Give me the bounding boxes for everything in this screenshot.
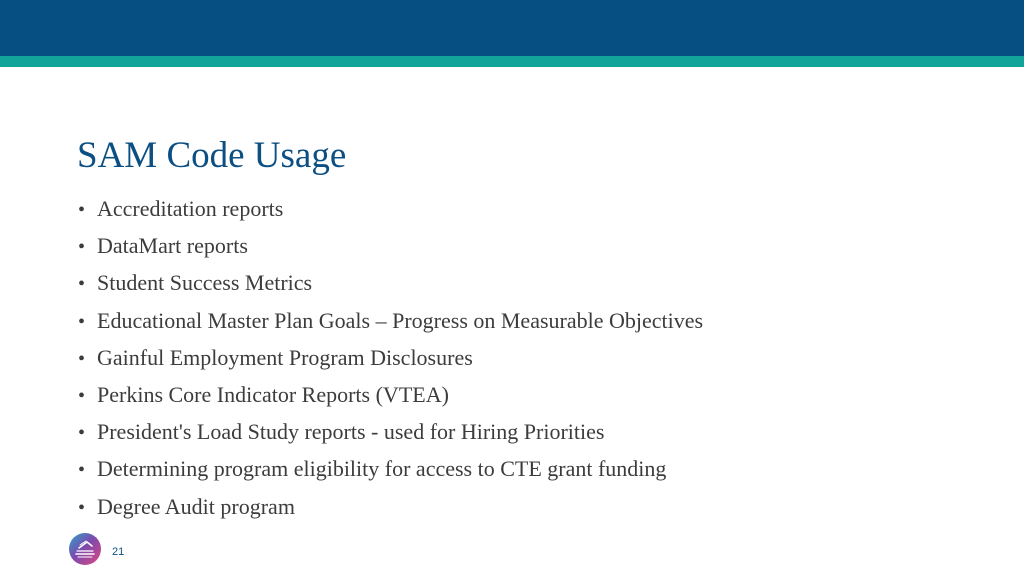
bullet-text: Gainful Employment Program Disclosures: [97, 344, 473, 370]
college-logo-icon: [68, 532, 102, 566]
bullet-list: [78, 194, 703, 529]
bullet-icon: •: [78, 273, 86, 296]
bullet-icon: •: [78, 422, 86, 445]
bullet-item: [78, 417, 703, 454]
bullet-icon: •: [78, 347, 86, 370]
bullet-item: [78, 343, 703, 380]
bullet-text: Accreditation reports: [97, 196, 284, 221]
bullet-text: Perkins Core Indicator Reports (VTEA): [97, 381, 449, 407]
bullet-text: Degree Audit program: [97, 493, 295, 519]
bullet-text: Student Success Metrics: [97, 270, 313, 296]
bullet-icon: •: [78, 236, 86, 259]
bullet-item: [78, 231, 703, 268]
bullet-icon: •: [78, 384, 86, 407]
bullet-text: President's Load Study reports - used for Hiring Priorities: [97, 419, 605, 445]
bullet-icon: •: [78, 496, 86, 519]
page-number: 21: [112, 546, 125, 558]
bullet-icon: •: [78, 459, 86, 482]
bullet-icon: •: [78, 199, 86, 221]
bullet-item: [78, 380, 703, 417]
bullet-icon: •: [78, 310, 86, 333]
bullet-item: [78, 492, 703, 529]
header-accent-stripe: [0, 56, 1024, 67]
bullet-item: [78, 454, 703, 491]
bullet-text: DataMart reports: [97, 233, 248, 259]
bullet-text: Educational Master Plan Goals – Progress on Measurable Objectives: [97, 307, 704, 333]
header-bar: [0, 0, 1024, 56]
bullet-item: [78, 194, 703, 231]
bullet-item: [78, 306, 703, 343]
bullet-text: Determining program eligibility for access to CTE grant funding: [97, 456, 667, 482]
slide-title: SAM Code Usage: [77, 135, 347, 176]
bullet-item: [78, 268, 703, 305]
